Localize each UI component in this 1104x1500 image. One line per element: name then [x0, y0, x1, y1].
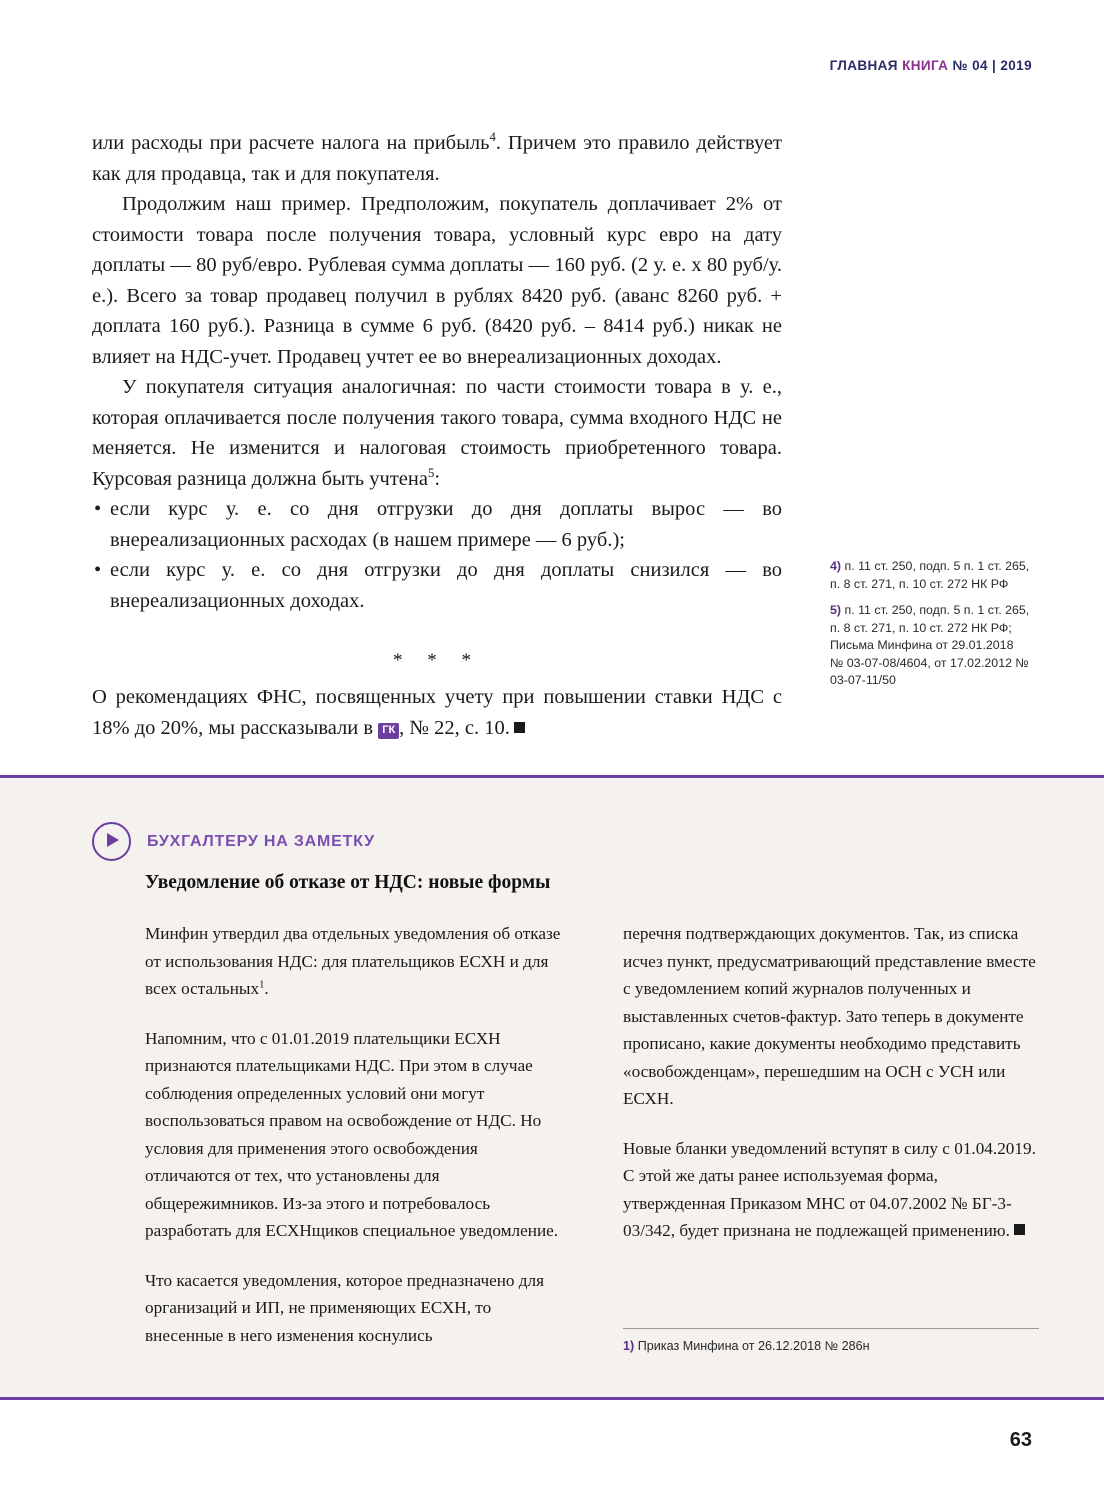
section-divider-stars: * * * [393, 650, 481, 671]
article-paragraph-1-text: или расходы при расчете налога на прибыль [92, 132, 490, 154]
footnote-ref-1: 1 [259, 979, 265, 991]
article-paragraph-3-text: У покупателя ситуация аналогичная: по части стоимости товара в у. е., которая оплачивается после получения такого товара, сумма входного НДС не меняется. Не изменится и налоговая стоимость приобретенного товара. Курсовая разница должна быть учтена [92, 376, 782, 490]
list-item: • если курс у. е. со дня отгрузки до дня доплаты вырос — во внереализационных расходах (в нашем примере — 6 руб.); [92, 494, 782, 555]
article-closing-after: , № 22, с. 10. [399, 716, 510, 739]
margin-note-5-text: п. 11 ст. 250, подп. 5 п. 1 ст. 265, п. 8 ст. 271, п. 10 ст. 272 НК РФ; Письма Минфина от 29.01.2018 № 03-07-08/4604, от 17.02.2012 № 03-07-11/50 [830, 603, 1030, 687]
note-left-paragraph-2: Напомним, что с 01.01.2019 плательщики ЕСХН признаются плательщиками НДС. При этом в случае соблюдения определенных условий они могут воспользоваться правом на освобождение от НДС. Но условия для применения этого освобождения отличаются от тех, что установлены для общережимников. Из-за этого и потребовалось разработать для ЕСХНщиков специальное уведомление. [145, 1028, 559, 1240]
margin-note-4-text: п. 11 ст. 250, подп. 5 п. 1 ст. 265, п. 8 ст. 271, п. 10 ст. 272 НК РФ [830, 559, 1030, 591]
note-column-left [145, 920, 561, 1371]
note-block-header [92, 822, 375, 861]
note-left-paragraph-1-text: Минфин утвердил два отдельных уведомления об отказе от использования НДС: для плательщиков ЕСХН и для всех остальных [145, 924, 561, 998]
article-closing-paragraph [92, 682, 782, 743]
accountant-note-block [0, 775, 1104, 1400]
header-brand-main: ГЛАВНАЯ [829, 58, 898, 73]
header-brand-accent: КНИГА [902, 58, 949, 73]
note-block-columns [145, 920, 1040, 1371]
article-paragraph-1 [92, 128, 782, 189]
page-header [830, 58, 1032, 73]
article-paragraph-1-rest: . Причем это правило действует как для продавца, так и для покупателя. [92, 132, 782, 185]
margin-note-4-number: 4) [830, 559, 842, 573]
note-left-paragraph-1-rest: . [264, 979, 269, 998]
note-footnote [623, 1338, 1039, 1355]
note-footnote-number: 1) [623, 1339, 635, 1353]
note-right-paragraph-2 [623, 1135, 1039, 1245]
footnote-ref-5: 5 [427, 465, 435, 480]
article-bullet-list [92, 494, 782, 616]
note-left-paragraph-1 [145, 920, 561, 1003]
note-column-right-inner [623, 920, 1039, 1371]
margin-note-5-number: 5) [830, 603, 842, 617]
article-closing-before: О рекомендациях ФНС, посвященных учету при повышении ставки НДС с 18% до 20%, мы рассказывали в [92, 686, 782, 739]
margin-note-5 [830, 602, 1030, 690]
note-block-label: БУХГАЛТЕРУ НА ЗАМЕТКУ [147, 832, 375, 850]
note-footnote-text: Приказ Минфина от 26.12.2018 № 286н [637, 1339, 870, 1353]
margin-note-4 [830, 558, 1030, 593]
header-issue: № 04 | 2019 [952, 58, 1032, 73]
note-right-paragraph-2-text: Новые бланки уведомлений вступят в силу с 01.04.2019. С этой же даты ранее используемая форма, утвержденная Приказом МНС от 04.07.2002 № БГ-3-03/342, будет признана не подлежащей применению. [623, 1138, 1036, 1240]
note-block-title: Уведомление об отказе от НДС: новые формы [145, 872, 551, 893]
margin-notes [830, 558, 1030, 699]
end-of-article-mark [514, 722, 525, 733]
footnote-ref-4: 4 [489, 130, 496, 145]
end-of-note-mark [1014, 1224, 1025, 1235]
note-left-paragraph-3: Что касается уведомления, которое предназначено для организаций и ИП, не применяющих ЕСХН, то внесенные в него изменения коснулись [145, 1270, 545, 1345]
article-body [92, 128, 782, 743]
note-column-right [623, 920, 1039, 1371]
gk-magazine-badge: ГК [378, 723, 399, 739]
note-right-paragraph-1: перечня подтверждающих документов. Так, из списка исчез пункт, предусматривающий представление вместе с уведомлением копий журналов полученных и выставленных счетов-фактур. Зато теперь в документе прописано, какие документы необходимо представить «освобожденцам», перешедшим на ОСН с УСН или ЕСХН. [623, 924, 1036, 1108]
list-item: • если курс у. е. со дня отгрузки до дня доплаты снизился — во внереализационных доходах. [92, 555, 782, 616]
play-icon [92, 822, 131, 861]
note-footnote-area [623, 1312, 1039, 1355]
article-paragraph-3-rest: : [434, 467, 441, 490]
article-paragraph-3 [92, 372, 782, 494]
page-number: 63 [1009, 1429, 1032, 1451]
article-paragraph-2: Продолжим наш пример. Предположим, покупатель доплачивает 2% от стоимости товара после получения товара, условный курс евро на дату доплаты — 80 руб/евро. Рублевая сумма доплаты — 160 руб. (2 у. е. х 80 руб/у. е.). Всего за товар продавец получил в рублях 8420 руб. (аванс 8260 руб. + доплата 160 руб.). Разница в сумме 6 руб. (8420 руб. – 8414 руб.) никак не влияет на НДС-учет. Продавец учтет ее во внереализационных доходах. [92, 193, 782, 368]
footnote-divider [623, 1328, 1039, 1329]
